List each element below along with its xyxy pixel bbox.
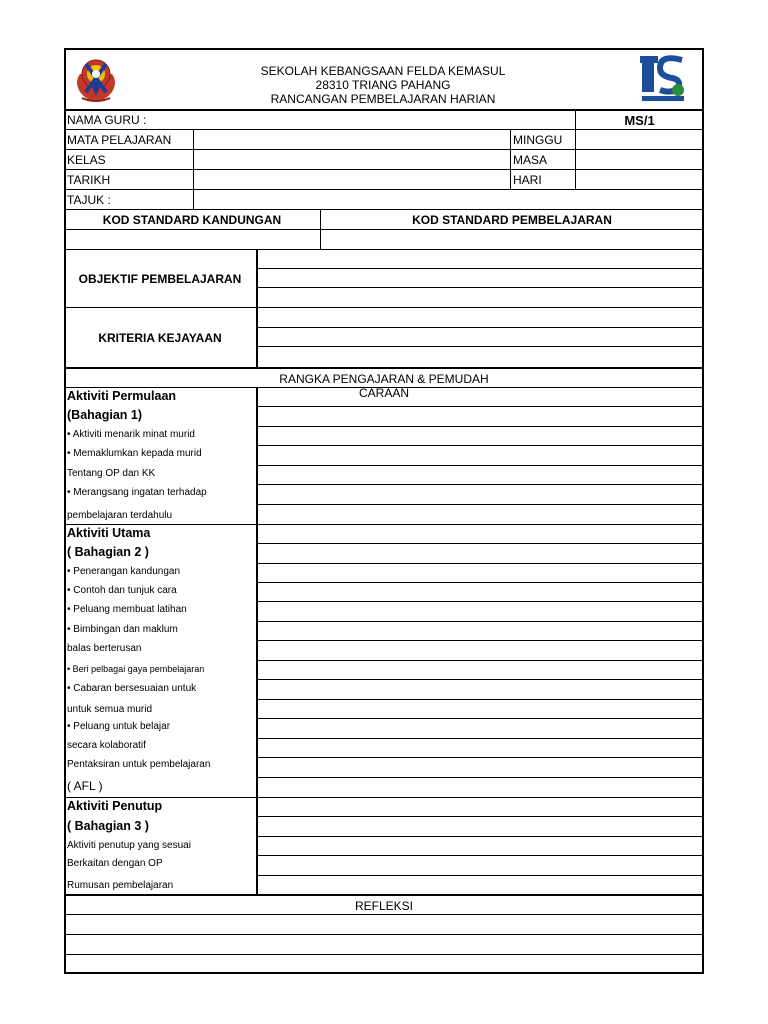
- rule: [257, 718, 704, 719]
- rule: [257, 601, 704, 602]
- rule: [64, 367, 704, 369]
- utama-subtitle: ( Bahagian 2 ): [67, 545, 149, 559]
- rule: [257, 543, 704, 544]
- rule: [64, 169, 704, 170]
- rule: [257, 679, 704, 680]
- rule: [257, 465, 704, 466]
- permulaan-item: • Aktiviti menarik minat murid: [67, 429, 195, 440]
- rangka-heading: RANGKA PENGAJARAN & PEMUDAH CARAAN: [279, 372, 489, 400]
- utama-item: balas berterusan: [67, 643, 142, 654]
- rule: [64, 914, 704, 915]
- rule: [64, 189, 704, 190]
- utama-item: • Cabaran bersesuaian untuk: [67, 683, 197, 694]
- rule: [257, 836, 704, 837]
- rule: [257, 287, 704, 288]
- rule: [257, 563, 704, 564]
- mata-pelajaran-label: MATA PELAJARAN: [67, 133, 172, 147]
- utama-item: untuk semua murid: [67, 704, 153, 715]
- permulaan-item: • Memaklumkan kepada murid: [67, 448, 202, 459]
- rule: [64, 797, 704, 798]
- permulaan-item: pembelajaran terdahulu: [67, 510, 173, 521]
- penutup-item: Rumusan pembelajaran: [67, 880, 174, 891]
- permulaan-item: • Merangsang ingatan terhadap: [67, 487, 207, 498]
- rule: [257, 346, 704, 347]
- rule: [64, 954, 704, 955]
- rule: [257, 484, 704, 485]
- utama-item: • Peluang membuat latihan: [67, 604, 187, 615]
- rule: [257, 660, 704, 661]
- penutup-item: Berkaitan dengan OP: [67, 858, 163, 869]
- penutup-subtitle: ( Bahagian 3 ): [67, 819, 149, 833]
- objektif-heading: OBJEKTIF PEMBELAJARAN: [78, 272, 242, 286]
- rule: [64, 129, 704, 130]
- rule: [257, 504, 704, 505]
- refleksi-heading: REFLEKSI: [354, 899, 414, 913]
- kod-standard-pembelajaran-heading: KOD STANDARD PEMBELAJARAN: [412, 213, 612, 227]
- ms-label: MS/1: [624, 113, 655, 128]
- rule: [257, 406, 704, 407]
- rule: [257, 445, 704, 446]
- rule: [257, 855, 704, 856]
- utama-item: Pentaksiran untuk pembelajaran: [67, 759, 211, 770]
- rule: [510, 129, 511, 189]
- utama-item: • Bimbingan dan maklum: [67, 624, 178, 635]
- rule: [64, 109, 704, 111]
- school-address: 28310 TRIANG PAHANG: [315, 78, 451, 92]
- utama-item: • Peluang untuk belajar: [67, 721, 171, 732]
- rule: [64, 307, 704, 308]
- rule: [257, 816, 704, 817]
- permulaan-title: Aktiviti Permulaan: [67, 389, 177, 403]
- rule: [256, 387, 258, 895]
- tajuk-label: TAJUK :: [67, 193, 111, 207]
- rule: [257, 621, 704, 622]
- masa-label: MASA: [513, 153, 548, 167]
- nama-guru-label: NAMA GURU :: [67, 113, 147, 127]
- rule: [257, 640, 704, 641]
- utama-item: ( AFL ): [67, 779, 103, 793]
- rule: [64, 149, 704, 150]
- permulaan-item: Tentang OP dan KK: [67, 468, 156, 479]
- rule: [257, 875, 704, 876]
- rule: [64, 524, 704, 525]
- rule: [64, 249, 704, 250]
- rule: [257, 757, 704, 758]
- utama-item: secara kolaboratif: [67, 740, 146, 751]
- rule: [64, 894, 704, 896]
- ts25-logo-icon: [638, 52, 688, 104]
- rule: [257, 738, 704, 739]
- utama-item: • Penerangan kandungan: [67, 566, 181, 577]
- rule: [257, 582, 704, 583]
- school-name: SEKOLAH KEBANGSAAN FELDA KEMASUL: [260, 64, 506, 78]
- permulaan-subtitle: (Bahagian 1): [67, 408, 143, 422]
- rule: [257, 699, 704, 700]
- utama-item: • Contoh dan tunjuk cara: [67, 585, 177, 596]
- utama-title: Aktiviti Utama: [67, 526, 151, 540]
- rule: [257, 777, 704, 778]
- hari-label: HARI: [513, 173, 542, 187]
- rule: [257, 426, 704, 427]
- rule: [257, 327, 704, 328]
- rule: [64, 209, 704, 210]
- penutup-item: Aktiviti penutup yang sesuai: [67, 840, 191, 851]
- minggu-label: MINGGU: [513, 133, 563, 147]
- school-crest-icon: [70, 52, 122, 106]
- kriteria-heading: KRITERIA KEJAYAAN: [98, 331, 222, 345]
- kelas-label: KELAS: [67, 153, 106, 167]
- rule: [256, 249, 258, 368]
- utama-item: • Beri pelbagai gaya pembelajaran: [67, 664, 205, 674]
- penutup-title: Aktiviti Penutup: [67, 799, 163, 813]
- rule: [64, 934, 704, 935]
- form-title: RANCANGAN PEMBELAJARAN HARIAN: [270, 92, 496, 106]
- kod-standard-kandungan-heading: KOD STANDARD KANDUNGAN: [102, 213, 282, 227]
- rule: [193, 129, 194, 209]
- rule: [257, 268, 704, 269]
- tarikh-label: TARIKH: [67, 173, 111, 187]
- rule: [64, 229, 704, 230]
